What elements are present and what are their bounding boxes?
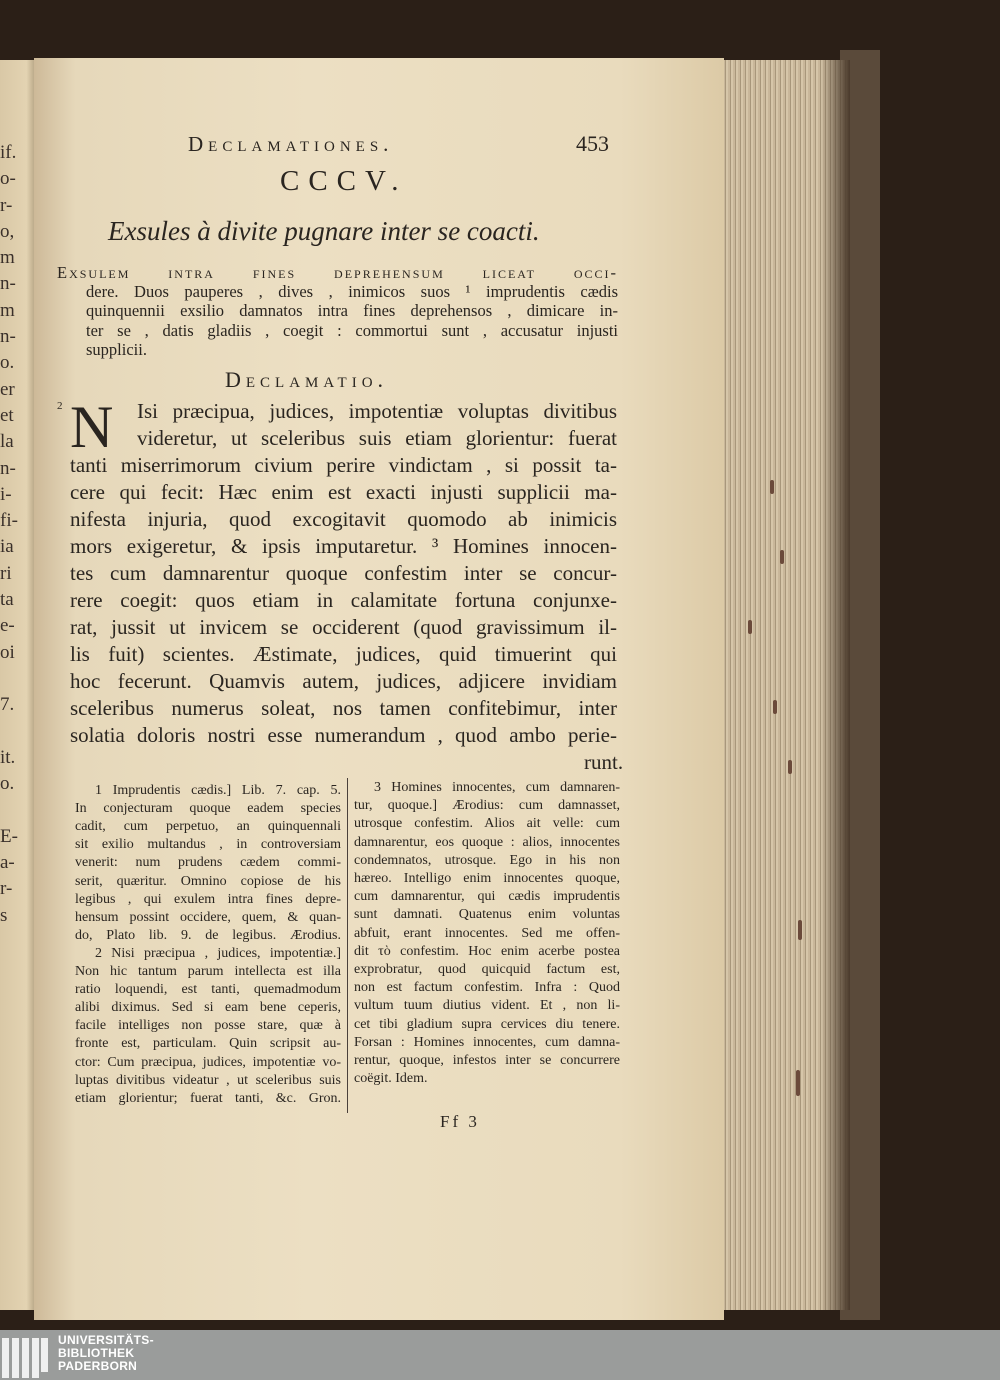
- left-page-fragment: [0, 666, 32, 692]
- logo-line: BIBLIOTHEK: [58, 1346, 135, 1360]
- running-title: Declamationes.: [188, 132, 394, 156]
- main-text-line: hoc fecerunt. Quamvis autem, judices, adjicere invidiam: [70, 669, 617, 693]
- footnote-line: cadit, cum perpetuo, an quinquennali: [75, 819, 341, 835]
- left-page-fragment: [0, 797, 32, 823]
- main-text-line: rat, jussit ut invicem se occiderent (quod gravissimum il-: [70, 615, 617, 639]
- left-page-fragment: et: [0, 404, 14, 426]
- footnote-line: dit τὸ confestim. Hoc enim acerbe postea: [354, 943, 620, 959]
- left-page-fragment: E-: [0, 825, 18, 847]
- left-page-fragment: o.: [0, 352, 15, 374]
- main-text-line: mors exigeretur, & ipsis imputaretur. ³ Homines innocen-: [70, 534, 617, 558]
- footnote-line: damnarentur, eos quoque : alios, innocentes: [354, 834, 620, 850]
- footnote-line: etiam glorientur; fuerat tanti, &c. Gron.: [75, 1090, 341, 1106]
- main-text-line: cere qui fecit: Hæc enim est exacti injusti supplicii ma-: [70, 480, 617, 504]
- left-page-fragment: m: [0, 247, 15, 269]
- main-text-line: rere coegit: quos etiam in calamitate fortuna conjunxe-: [70, 588, 617, 612]
- footnote-line: cum damnarentur, qui cædis imprudentis: [354, 889, 620, 905]
- argument-line: dere. Duos pauperes , dives , inimicos suos ¹ imprudentis cædis: [86, 282, 618, 302]
- footnote-line: luptas divitibus videatur , ut sceleribus suis: [75, 1072, 341, 1088]
- signature-mark: Ff 3: [440, 1112, 480, 1131]
- argument-line: ter se , datis gladiis , coegit : commortui sunt , accusatur injusti: [86, 320, 618, 340]
- footnote-line: serit, quæritur. Omnino copiose de his: [75, 873, 341, 889]
- footnote-marker: 2: [57, 400, 63, 412]
- footnote-line: rentur, quoque, infestos inter se concurrere: [354, 1053, 620, 1068]
- main-text-line: tes cum damnarentur quoque confestim inter se concur-: [70, 561, 617, 585]
- left-page-fragment: 7.: [0, 694, 15, 716]
- library-logo-text: [58, 1334, 154, 1373]
- footnote-line: sunt damnati. Quatenus enim voluntas: [354, 907, 620, 923]
- footnote-line: 2 Nisi præcipua , judices, impotentiæ.]: [95, 945, 341, 961]
- left-page-fragment: [0, 719, 32, 745]
- declamatio-heading: Declamatio.: [225, 367, 389, 392]
- main-text-line: Isi præcipua, judices, impotentiæ voluptas divitibus: [137, 399, 617, 423]
- left-page-fragment: if.: [0, 142, 17, 163]
- main-text-line: lis fuit) scientes. Æstimate, judices, quid timuerint qui: [70, 642, 617, 666]
- footnote-line: Non hic tantum parum intellecta est illa: [75, 964, 341, 979]
- left-page-fragment: e-: [0, 615, 15, 637]
- fore-edge: [718, 60, 850, 1310]
- footnote-line: coëgit. Idem.: [354, 1071, 428, 1087]
- left-page-fragment: ri: [0, 562, 12, 584]
- main-text-line: tanti miserrimorum civium perire vindictam , si possit ta-: [70, 453, 617, 477]
- left-page-fragment: o.: [0, 773, 15, 795]
- page-number: 453: [576, 131, 609, 156]
- left-page-fragment: r-: [0, 878, 13, 900]
- footnote-line: facile intelliges non posse stare, quæ à: [75, 1018, 341, 1034]
- footnote-line: 3 Homines innocentes, cum damnaren-: [374, 780, 620, 795]
- footnote-line: sit exilio multandus , in controversiam: [75, 837, 341, 853]
- argument-line: quinquennii exsilio damnatos intra fines deprehensos , dimicare in-: [86, 301, 618, 321]
- left-page-fragments: [0, 140, 32, 929]
- footnote-line: ctor: Cum præcipua, judices, impotentiæ vo-: [75, 1054, 341, 1070]
- argument-line: Exsulem intra fines deprehensum liceat occi-: [57, 263, 618, 282]
- footnote-line: abfuit, erant innocentes. Sed me offen-: [354, 925, 620, 941]
- main-text-line: nifesta injuria, quod excogitavit quomodo ab inimicis: [70, 507, 617, 531]
- footnote-line: utrosque confestim. Alios ait velle: cum: [354, 816, 620, 832]
- footnote-line: hensum possint occidere, quem, & quan-: [75, 909, 341, 925]
- footnote-line: vultum tuum diutius vident. Et , non li-: [354, 998, 620, 1014]
- footnote-line: venerit: num prudens cædem commi-: [75, 855, 341, 871]
- left-page-fragment: i-: [0, 483, 12, 505]
- left-page-fragment: n-: [0, 273, 16, 295]
- footnote-line: ratio loquendi, est tanti, quemadmodum: [75, 982, 341, 998]
- footnote-line: In conjecturam quoque eadem species: [75, 801, 341, 817]
- footnote-line: hæreo. Intelligo enim innocentes quoque,: [354, 871, 620, 886]
- left-page-fragment: ta: [0, 589, 14, 611]
- footnote-line: non est factum confestim. Infra : Quod: [354, 980, 620, 996]
- footnote-line: cet tibi gladium supra cervices diu tenere.: [354, 1016, 620, 1032]
- left-page-fragment: fi-: [0, 510, 18, 532]
- argument-line: supplicii.: [86, 339, 147, 359]
- left-page-fragment: n-: [0, 326, 16, 348]
- column-rule: [347, 778, 348, 1113]
- footnote-line: tur, quoque.] Ærodius: cum damnasset,: [354, 798, 620, 814]
- section-title: Exsules à divite pugnare inter se coacti.: [108, 216, 540, 246]
- left-page-fragment: it.: [0, 746, 16, 768]
- logo-line: PADERBORN: [58, 1359, 138, 1373]
- footnote-line: alibi diximus. Sed si eam bene ceperis,: [75, 1000, 341, 1016]
- left-page-fragment: s: [0, 904, 8, 926]
- left-page-fragment: oi: [0, 641, 15, 663]
- footer-bar: [0, 1330, 1000, 1380]
- left-page-fragment: o,: [0, 220, 15, 242]
- left-page-fragment: n-: [0, 457, 16, 479]
- left-page-fragment: ia: [0, 536, 14, 558]
- left-page-fragment: r-: [0, 194, 13, 216]
- footnote-line: condemnatos, utrosque. Ego in his non: [354, 852, 620, 868]
- main-text-line: videretur, ut sceleribus suis etiam glorientur: fuerat: [137, 426, 617, 450]
- footnote-line: 1 Imprudentis cædis.] Lib. 7. cap. 5.: [95, 783, 341, 798]
- drop-cap: N: [70, 394, 114, 460]
- footnote-line: do, Plato lib. 9. de legibus. Ærodius.: [75, 927, 341, 943]
- left-page-fragment: la: [0, 431, 14, 453]
- main-text-line: sceleribus numerus soleat, nos tamen confitebimur, inter: [70, 696, 617, 720]
- footnote-line: exprobratur, quod quicquid factum est,: [354, 962, 620, 977]
- footnote-line: Forsan : Homines innocentes, cum damna-: [354, 1034, 620, 1050]
- left-page-fragment: o-: [0, 168, 16, 190]
- main-text-line: solatia doloris nostri esse numerandum , quod ambo perie-: [70, 723, 617, 747]
- footnote-line: fronte est, particulam. Quin scripsit au-: [75, 1036, 341, 1052]
- footnote-line: legibus , qui exulem intra fines depre-: [75, 891, 341, 907]
- left-page-fragment: a-: [0, 852, 15, 874]
- logo-line: UNIVERSITÄTS-: [58, 1333, 154, 1347]
- section-number: CCCV.: [280, 165, 408, 197]
- main-text-line: runt.: [584, 750, 624, 774]
- left-page-fragment: er: [0, 378, 15, 400]
- left-page-fragment: m: [0, 299, 15, 321]
